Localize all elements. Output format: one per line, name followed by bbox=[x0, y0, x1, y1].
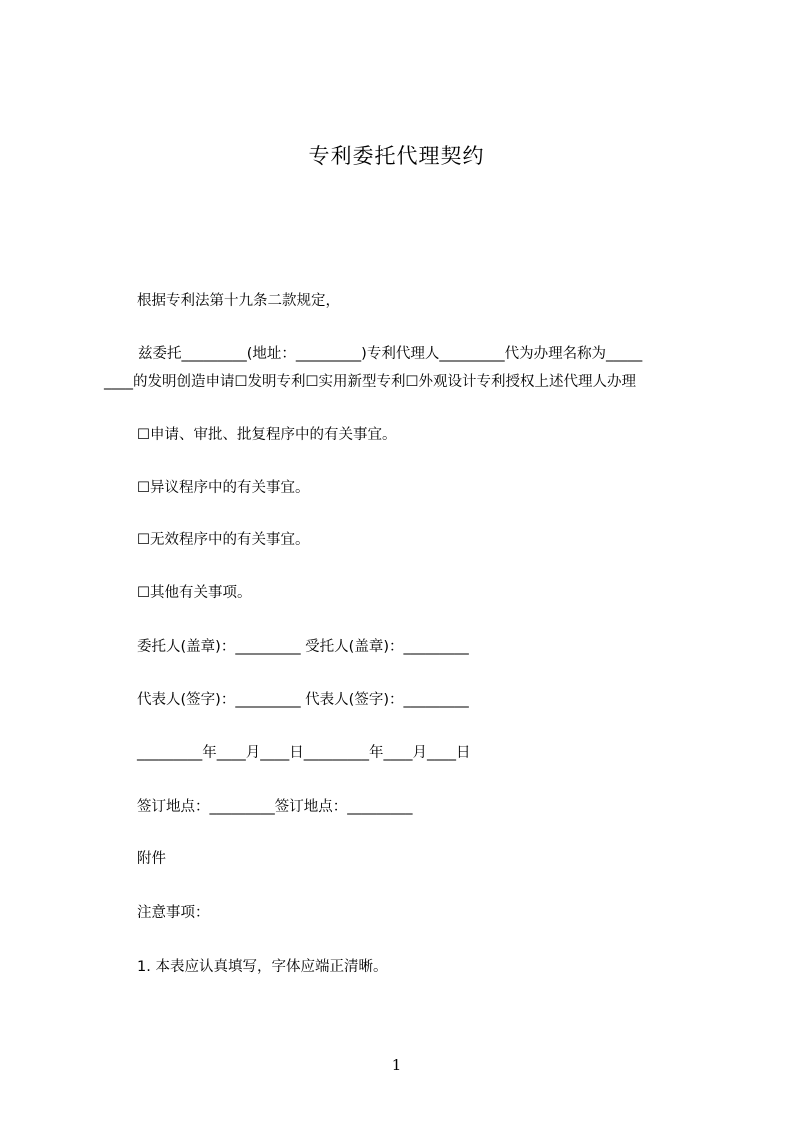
option-item: ☐其他有关事项。 bbox=[137, 585, 252, 601]
attachment-label: 附件 bbox=[137, 851, 166, 867]
note-item: 1. 本表应认真填写，字体应端正清晰。 bbox=[137, 959, 388, 975]
option-item: ☐无效程序中的有关事宜。 bbox=[137, 532, 310, 548]
signature-line: 代表人(签字)：_________ 代表人(签字)：_________ bbox=[137, 692, 469, 708]
entrust-line-2: ____的发明创造申请☐发明专利☐实用新型专利☐外观设计专利授权上述代理人办理 bbox=[104, 374, 636, 390]
page-number: 1 bbox=[391, 1056, 402, 1074]
seal-line: 委托人(盖章)：_________ 受托人(盖章)：_________ bbox=[137, 639, 469, 655]
option-item: ☐申请、审批、批复程序中的有关事宜。 bbox=[137, 427, 397, 443]
place-line: 签订地点：_________签订地点：_________ bbox=[137, 799, 413, 815]
notes-heading: 注意事项： bbox=[137, 905, 210, 921]
option-item: ☐异议程序中的有关事宜。 bbox=[137, 480, 310, 496]
date-line: _________年____月____日_________年____月____日 bbox=[137, 745, 471, 761]
entrust-line-1: 兹委托_________(地址：_________)专利代理人_________代为办理名称为_____ bbox=[138, 346, 643, 362]
document-title: 专利委托代理契约 bbox=[308, 144, 485, 168]
intro-text: 根据专利法第十九条二款规定， bbox=[137, 293, 340, 309]
entrust-paragraph bbox=[104, 340, 704, 396]
